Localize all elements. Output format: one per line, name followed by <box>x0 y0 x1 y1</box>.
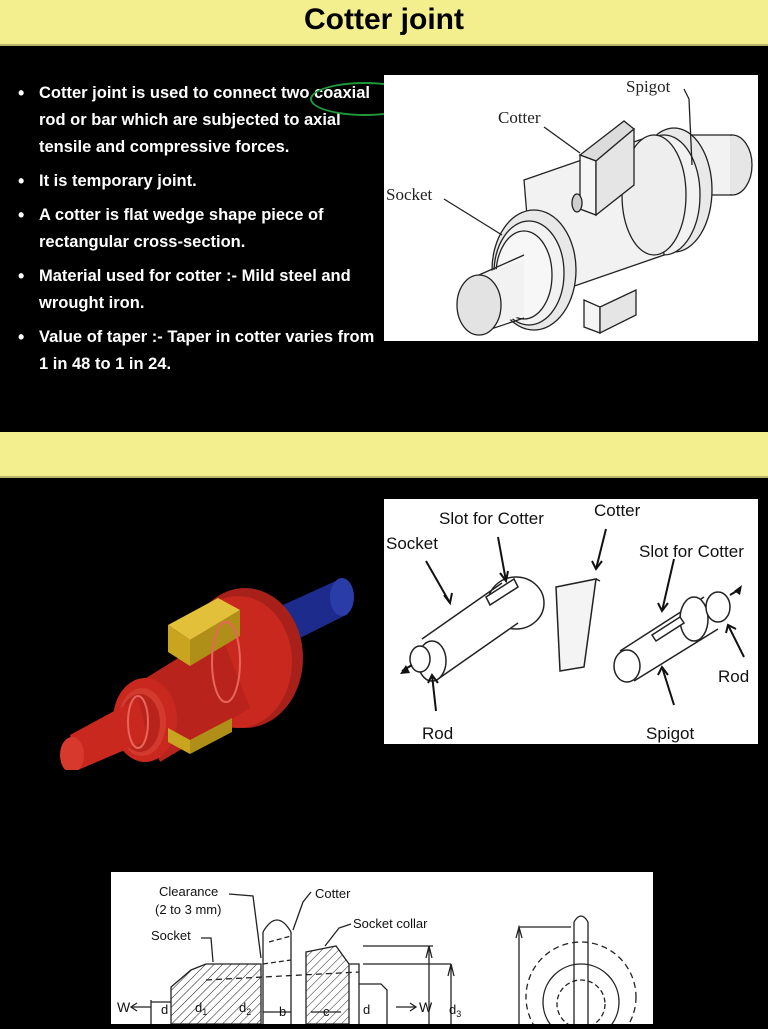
c-label: c <box>323 1004 330 1019</box>
d-right-label: d <box>363 1002 371 1017</box>
bullet-item <box>16 80 388 161</box>
bullet-item: • Material used for cotter :- Mild steel and wrought iron. <box>16 263 388 317</box>
d-label: d <box>161 1002 169 1017</box>
title-banner <box>0 0 768 46</box>
cotter-joint-3d-drawing <box>50 570 360 770</box>
bullet-text-pre: Cotter joint is used to connect two <box>39 84 315 102</box>
w-left-label: W <box>117 999 131 1015</box>
spigot-label-2: Spigot <box>646 724 695 743</box>
slot-left-label: Slot for Cotter <box>439 509 544 528</box>
rod-right-label: Rod <box>718 667 750 686</box>
bullet-item: • Value of taper :- Taper in cotter varies from 1 in 48 to 1 in 24. <box>16 324 388 378</box>
highlight-text: coaxial rod <box>39 84 370 129</box>
d2-label: $d_2$ <box>239 1000 252 1017</box>
socket-collar-label: Socket collar <box>353 916 428 931</box>
section-banner <box>0 432 768 478</box>
cotter-label: Cotter <box>498 108 541 127</box>
socket-label-3: Socket <box>151 928 191 943</box>
d3-label: $d_3$ <box>449 1002 462 1019</box>
exploded-cotter-joint-figure <box>384 499 758 744</box>
bullet-list <box>16 80 388 385</box>
bullet-item: • It is temporary joint. <box>16 168 388 195</box>
cotter-joint-3d-render <box>50 570 360 770</box>
clearance-value-label: (2 to 3 mm) <box>155 902 222 917</box>
exploded-drawing <box>384 499 758 744</box>
socket-label: Socket <box>386 185 433 204</box>
cotter-joint-figure <box>384 75 758 341</box>
d1-label: $d_1$ <box>195 1000 208 1017</box>
clearance-label: Clearance <box>159 884 219 899</box>
cotter-joint-drawing <box>384 75 758 341</box>
w-right-label: W <box>419 999 433 1015</box>
slot-right-label: Slot for Cotter <box>639 542 744 561</box>
cotter-joint-section-figure <box>111 872 653 1024</box>
spigot-label: Spigot <box>626 77 671 96</box>
rod-left-label: Rod <box>422 724 454 743</box>
page-title: Cotter joint <box>304 3 464 36</box>
section-drawing <box>111 872 653 1024</box>
cotter-label-3: Cotter <box>315 886 351 901</box>
b-label: b <box>279 1004 287 1019</box>
bullet-text-post: or bar which are subjected to axial tensile and compressive forces. <box>39 111 341 156</box>
bullet-item: • A cotter is flat wedge shape piece of rectangular cross-section. <box>16 202 388 256</box>
socket-label-2: Socket <box>386 534 438 553</box>
cotter-label-2: Cotter <box>594 501 641 520</box>
